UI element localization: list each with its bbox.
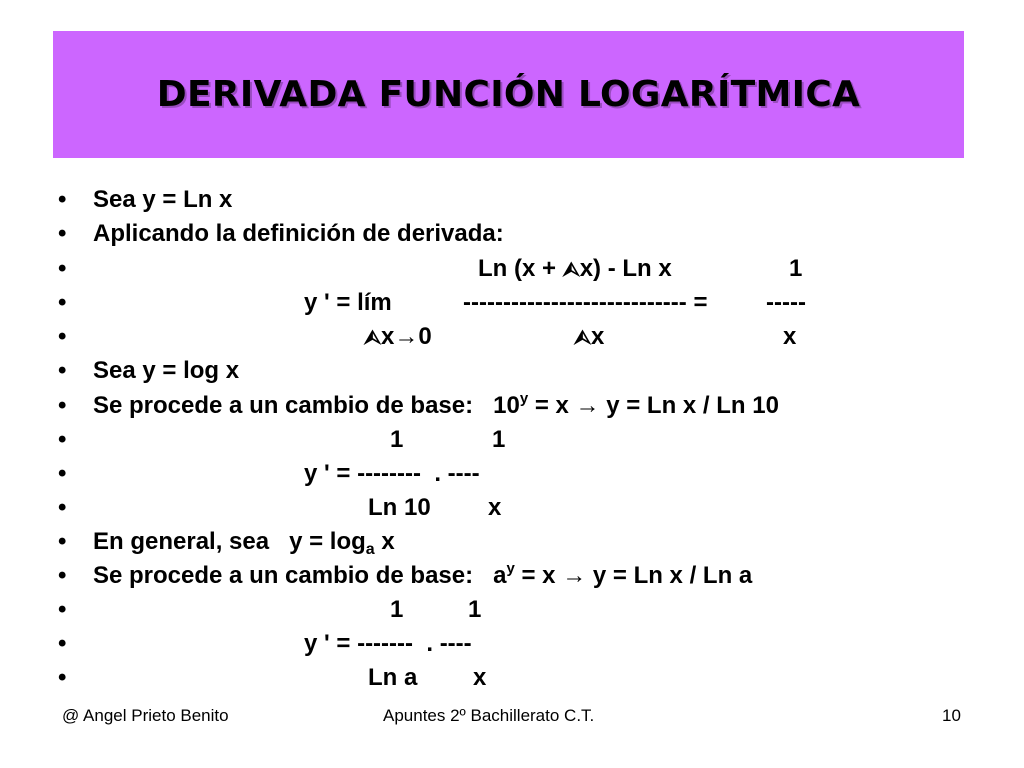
footer-course: Apuntes 2º Bachillerato C.T. — [383, 706, 595, 725]
text-fragment: y = Ln x / Ln a — [586, 562, 753, 589]
text-line: Aplicando la definición de derivada: — [93, 220, 504, 247]
text-line — [93, 527, 395, 557]
footer-page-number: 10 — [942, 706, 961, 725]
arrow-right-icon: → — [562, 562, 587, 589]
math-numerator: 1 — [468, 596, 482, 623]
text-fragment: Ln (x + — [478, 255, 563, 282]
text-fragment: x — [381, 323, 395, 350]
bullet-icon: • — [58, 664, 67, 691]
list-item — [0, 185, 1024, 215]
slide-title: DERIVADA FUNCIÓN LOGARÍTMICA — [156, 74, 861, 115]
list-item — [0, 219, 1024, 249]
text-line: Sea y = Ln x — [93, 186, 233, 213]
fraction-bar: ---------------------------- = — [463, 289, 708, 316]
text-fragment: 0 — [418, 323, 432, 350]
math-denominator: x — [488, 494, 502, 521]
math-text: y ' = -------- . ---- — [304, 460, 480, 487]
list-item — [0, 595, 1024, 625]
math-numerator: 1 — [390, 426, 404, 453]
superscript: y — [519, 390, 529, 407]
arrow-right-icon: → — [394, 323, 419, 350]
list-item — [0, 629, 1024, 659]
math-denominator: Ln 10 — [368, 494, 431, 521]
math-denominator — [574, 322, 604, 353]
list-item — [0, 561, 1024, 591]
footer-author: @ Angel Prieto Benito — [62, 706, 229, 725]
text-line — [93, 561, 752, 591]
bullet-icon: • — [58, 426, 67, 453]
math-text: y ' = lím — [304, 289, 392, 316]
math-denominator: Ln a — [368, 664, 418, 691]
list-item — [0, 493, 1024, 523]
text-fragment: Se procede a un cambio de base: a — [93, 562, 507, 589]
bullet-icon: • — [58, 289, 67, 316]
list-item — [0, 527, 1024, 557]
list-item — [0, 254, 1024, 284]
text-fragment: = x — [514, 562, 563, 589]
bullet-icon: • — [58, 220, 67, 247]
math-numerator: 1 — [492, 426, 506, 453]
bullet-icon: • — [58, 494, 67, 521]
bullet-icon: • — [58, 255, 67, 282]
text-line: Sea y = log x — [93, 357, 240, 384]
list-item — [0, 356, 1024, 386]
bullet-icon: • — [58, 323, 67, 350]
bullet-icon: • — [58, 630, 67, 657]
superscript: y — [506, 560, 515, 577]
bullet-icon: • — [58, 186, 67, 213]
math-denominator: x — [473, 664, 487, 691]
text-fragment: En general, sea y = log — [93, 528, 366, 555]
bullet-icon: • — [58, 596, 67, 623]
math-numerator — [478, 254, 672, 285]
fraction-bar: ----- — [766, 289, 806, 316]
bullet-icon: • — [58, 357, 67, 384]
text-line — [93, 391, 779, 421]
text-fragment: Se procede a un cambio de base: 10 — [93, 392, 520, 419]
bullet-icon: • — [58, 562, 67, 589]
delta-icon: ⮙ — [364, 327, 381, 349]
math-numerator: 1 — [390, 596, 404, 623]
math-denominator: x — [783, 323, 797, 350]
bullet-icon: • — [58, 392, 67, 419]
list-item — [0, 459, 1024, 489]
text-fragment: x — [374, 528, 395, 555]
list-item — [0, 322, 1024, 352]
subscript: a — [365, 541, 375, 558]
list-item — [0, 425, 1024, 455]
text-fragment: x — [591, 323, 605, 350]
delta-icon: ⮙ — [562, 259, 580, 281]
list-item — [0, 391, 1024, 421]
text-fragment: y = Ln x / Ln 10 — [599, 392, 779, 419]
limit-subscript — [364, 322, 432, 353]
arrow-right-icon: → — [575, 392, 600, 419]
list-item — [0, 663, 1024, 693]
list-item — [0, 288, 1024, 318]
bullet-icon: • — [58, 528, 67, 555]
math-numerator: 1 — [789, 255, 803, 282]
text-fragment: x) - Ln x — [579, 255, 672, 282]
delta-icon: ⮙ — [574, 327, 591, 349]
text-fragment: = x — [528, 392, 576, 419]
math-text: y ' = ------- . ---- — [304, 630, 472, 657]
bullet-icon: • — [58, 460, 67, 487]
